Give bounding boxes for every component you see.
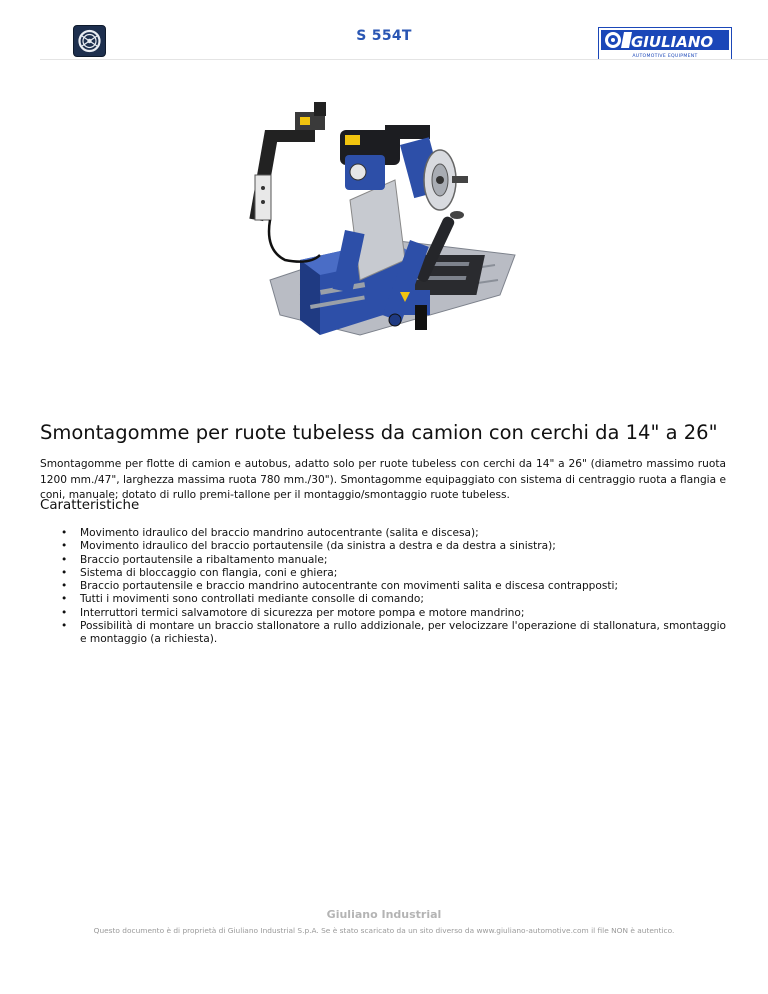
- truck-tyre-changer-photo: [240, 90, 530, 390]
- giuliano-logo: [598, 27, 732, 60]
- product-title: Smontagomme per ruote tubeless da camion con cerchi da 14" a 26": [40, 421, 718, 444]
- list-item: [40, 607, 726, 620]
- bullet-icon: •: [61, 593, 68, 606]
- feature-text: Tutti i movimenti sono controllati mediante consolle di comando;: [80, 593, 424, 606]
- feature-text: Braccio portautensile a ribaltamento manuale;: [80, 553, 328, 566]
- model-code: S 554T: [356, 28, 412, 44]
- product-description: Smontagomme per flotte di camion e autobus, adatto solo per ruote tubeless con cerchi da 14" a 26" (diametro massimo ruota 1200 mm./47", larghezza massima ruota 780 mm./30"). Smontagomme equipaggiato con sistema di centraggio ruota a flangia e coni, manuale; dotato di rullo premi-tallone per il montaggio/smontaggio ruote tubeless.: [40, 458, 726, 501]
- list-item: [40, 567, 726, 580]
- feature-text: Movimento idraulico del braccio mandrino autocentrante (salita e discesa);: [80, 527, 479, 539]
- features-list: [40, 527, 726, 647]
- list-item: [40, 554, 726, 567]
- feature-text: Interruttori termici salvamotore di sicurezza per motore pompa e motore mandrino;: [80, 606, 525, 619]
- list-item: [40, 527, 726, 540]
- feature-text: Possibilità di montare un braccio stallonatore a rullo addizionale, per velocizzare l'operazione di stallonatura, smontaggio e montaggio (a richiesta).: [80, 620, 726, 646]
- header-divider: [40, 59, 768, 60]
- page-header: [0, 0, 768, 60]
- bullet-icon: •: [61, 540, 68, 553]
- list-item: [40, 620, 726, 647]
- list-item: [40, 580, 726, 593]
- bullet-icon: •: [61, 580, 68, 593]
- bullet-icon: •: [61, 553, 68, 566]
- footer-disclaimer: Questo documento è di proprietà di Giuliano Industrial S.p.A. Se è stato scaricato da un sito diverso da www.giuliano-automotive.com il file NON è autentico.: [93, 926, 675, 935]
- bullet-icon: •: [61, 620, 68, 633]
- footer-brand: Giuliano Industrial: [326, 908, 442, 921]
- list-item: [40, 540, 726, 553]
- bullet-icon: •: [61, 606, 68, 619]
- bullet-icon: •: [61, 566, 68, 579]
- bullet-icon: •: [61, 527, 68, 539]
- feature-text: Braccio portautensile e braccio mandrino autocentrante con movimenti salita e discesa contrapposti;: [80, 580, 619, 593]
- svg-text:GIULIANO: GIULIANO: [631, 33, 714, 51]
- feature-text: Movimento idraulico del braccio portautensile (da sinistra a destra e da destra a sinistra);: [80, 540, 556, 553]
- feature-text: Sistema di bloccaggio con flangia, coni e ghiera;: [80, 566, 338, 579]
- svg-text:AUTOMOTIVE EQUIPMENT: AUTOMOTIVE EQUIPMENT: [632, 54, 698, 59]
- features-heading: Caratteristiche: [40, 498, 140, 513]
- list-item: [40, 593, 726, 606]
